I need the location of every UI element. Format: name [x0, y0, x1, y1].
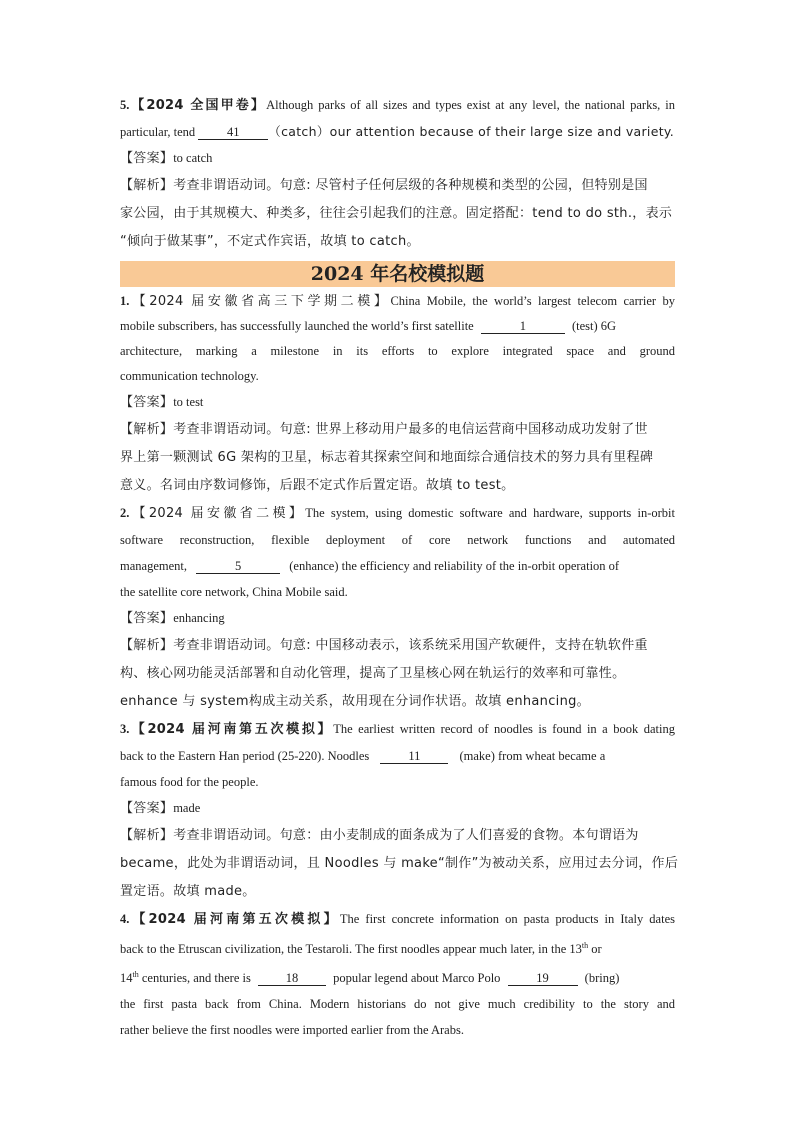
q3-line-1	[120, 716, 675, 743]
analysis-label: 【解析】	[120, 422, 174, 437]
answer-blank: 18	[258, 971, 326, 986]
question-text: The earliest written record of noodles is found in a book dating	[333, 722, 675, 736]
q4-line-4: the first pasta back from China. Modern historians do not give much credibility to the story and	[120, 997, 675, 1012]
question-number: 2.	[120, 506, 130, 520]
q1-line-3: architecture, marking a milestone in its efforts to explore integrated space and ground	[120, 344, 675, 358]
source-tag: 【2024 届安徽省高三下学期二模】	[129, 294, 391, 309]
q2-line-3: management, 5 (enhance) the efficiency and reliability of the in-orbit operation of	[120, 559, 620, 573]
answer-blank: 1	[481, 319, 565, 334]
q1-line-4: communication technology.	[120, 369, 259, 383]
q4-line-5: rather believe the first noodles were imported earlier from the Arabs.	[120, 1023, 464, 1038]
analysis-label: 【解析】	[120, 638, 174, 653]
analysis-label: 【解析】	[120, 828, 174, 843]
question-text: The first concrete information on pasta products in Italy dates	[339, 912, 675, 926]
q5-line-1	[120, 92, 675, 119]
q1-analysis-2: 界上第一颗测试 6G 架构的卫星，标志着其探索空间和地面综合通信技术的努力具有里程碑	[120, 450, 654, 465]
question-number: 5.	[120, 98, 130, 112]
answer-text: enhancing	[173, 611, 225, 625]
question-number: 4.	[120, 912, 130, 926]
source-tag: 【2024 届安徽省二模】	[129, 506, 306, 521]
q1-line-2: mobile subscribers, has successfully launched the world’s first satellite 1 (test) 6G	[120, 319, 617, 333]
answer-blank: 19	[508, 971, 578, 986]
q1-answer	[120, 389, 675, 416]
q2-analysis-3: enhance 与 system构成主动关系，故用现在分词作状语。故填 enhancing。	[120, 694, 590, 709]
q5-analysis-1: 【解析】考查非谓语动词。句意: 尽管村子任何层级的各种规模和类型的公园，但特别是国	[120, 178, 648, 193]
question-text: China Mobile, the world’s largest telecom carrier by	[390, 294, 676, 308]
q2-analysis-2: 构、核心网功能灵活部署和自动化管理，提高了卫星核心网在轨运行的效率和可靠性。	[120, 666, 626, 681]
answer-text: to catch	[173, 151, 213, 165]
q3-analysis-3: 置定语。故填 made。	[120, 884, 256, 899]
q3-line-2: back to the Eastern Han period (25-220). Noodles 11 (make) from wheat became a	[120, 749, 606, 763]
question-number: 1.	[120, 294, 130, 308]
answer-blank: 5	[196, 559, 280, 574]
source-tag: 【2024 届河南第五次模拟】	[129, 912, 340, 927]
question-number: 3.	[120, 722, 130, 736]
source-tag: 【2024 全国甲卷】	[129, 98, 267, 113]
section-banner: 2024 年名校模拟题	[120, 261, 675, 287]
document-page	[120, 92, 679, 1043]
answer-blank: 41	[198, 125, 268, 140]
question-text: Although parks of all sizes and types exist at any level, the national parks, in	[266, 98, 675, 112]
answer-text: made	[173, 801, 201, 815]
q2-line-2: software reconstruction, flexible deployment of core network functions and automated	[120, 533, 675, 547]
q1-analysis-3: 意义。名词由序数词修饰，后跟不定式作后置定语。故填 to test。	[120, 478, 515, 493]
q4-line-2: back to the Etruscan civilization, the Testaroli. The first noodles appear much later, in the 13th or	[120, 941, 602, 957]
q4-line-1	[120, 906, 675, 933]
q2-line-1	[120, 500, 675, 527]
answer-label: 【答案】	[120, 395, 174, 410]
q5-answer	[120, 145, 675, 172]
q4-line-3: 14th centuries, and there is 18 popular legend about Marco Polo 19 (bring)	[120, 970, 620, 986]
source-tag: 【2024 届河南第五次模拟】	[129, 722, 334, 737]
q5-line-2: particular, tend 41 （catch）our attention because of their large size and variety.	[120, 124, 675, 139]
q1-analysis-1: 【解析】考查非谓语动词。句意: 世界上移动用户最多的电信运营商中国移动成功发射了世	[120, 422, 648, 437]
q3-answer	[120, 795, 675, 822]
q3-line-3: famous food for the people.	[120, 775, 259, 789]
question-text: The system, using domestic software and hardware, supports in-orbit	[305, 506, 675, 520]
answer-blank: 11	[380, 749, 448, 764]
answer-label: 【答案】	[120, 801, 174, 816]
q3-analysis-2: became，此处为非谓语动词，且 Noodles 与 make“制作”为被动关系，应用过去分词，作后	[120, 856, 679, 871]
q2-analysis-1: 【解析】考查非谓语动词。句意: 中国移动表示，该系统采用国产软硬件，支持在轨软件重	[120, 638, 648, 653]
answer-label: 【答案】	[120, 611, 174, 626]
q3-analysis-1: 【解析】考查非谓语动词。句意：由小麦制成的面条成为了人们喜爱的食物。本句谓语为	[120, 828, 639, 843]
q2-answer	[120, 605, 675, 632]
answer-text: to test	[173, 395, 204, 409]
q2-line-4: the satellite core network, China Mobile said.	[120, 585, 348, 599]
analysis-label: 【解析】	[120, 178, 174, 193]
q1-line-1	[120, 289, 675, 314]
q5-analysis-2: 家公园，由于其规模大、种类多，往往会引起我们的注意。固定搭配：tend to do sth.，表示	[120, 206, 673, 221]
q5-analysis-3: “倾向于做某事”，不定式作宾语，故填 to catch。	[120, 234, 420, 249]
answer-label: 【答案】	[120, 151, 174, 166]
